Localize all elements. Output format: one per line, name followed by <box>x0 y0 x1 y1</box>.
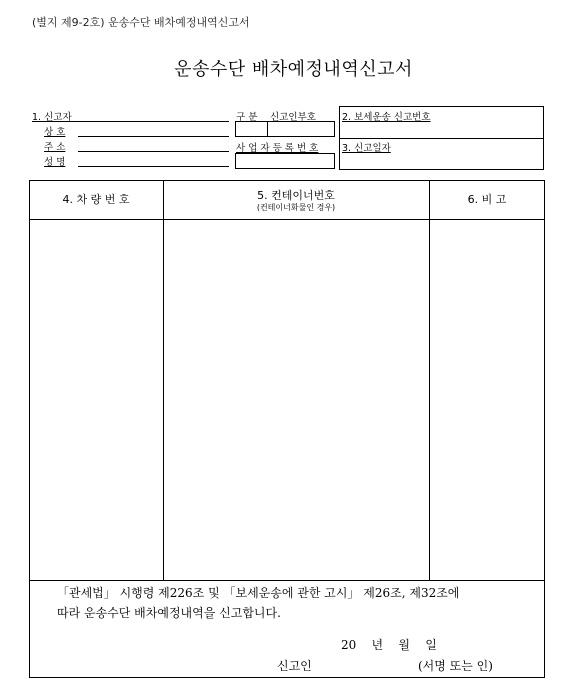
company-field[interactable] <box>78 136 229 137</box>
category-input[interactable] <box>235 121 268 137</box>
form-title: 운송수단 배차예정내역신고서 <box>174 59 413 80</box>
container-number-header: 5. 컨테이너번호 <box>257 189 335 202</box>
column-divider-2 <box>429 180 430 581</box>
company-label: 상 호 <box>44 127 66 138</box>
bonded-transport-number-label: 2. 보세운송 신고번호 <box>342 112 431 123</box>
form-reference: (별지 제9-2호) 운송수단 배차예정내역신고서 <box>32 16 250 29</box>
name-field[interactable] <box>78 166 229 167</box>
remarks-header: 6. 비 고 <box>467 193 507 206</box>
name-label: 성 명 <box>44 157 66 168</box>
declaration-date: 20 년 월 일 <box>341 638 437 652</box>
report-date-label: 3. 신고일자 <box>342 143 391 154</box>
table-body-divider <box>29 580 545 581</box>
declarant-code-input[interactable] <box>267 121 335 137</box>
signer-label: 신고인 <box>277 659 312 673</box>
vehicle-number-header: 4. 차 량 번 호 <box>62 193 130 206</box>
signature-label: (서명 또는 인) <box>418 659 493 673</box>
business-number-input[interactable] <box>235 153 335 169</box>
declaration-line-2: 따라 운송수단 배차예정내역을 신고합니다. <box>57 606 281 620</box>
address-field[interactable] <box>78 151 229 152</box>
declarant-code-label: 신고인부호 <box>270 112 316 123</box>
container-number-subheader: (컨테이너화물인 경우) <box>256 203 336 212</box>
category-label: 구 분 <box>236 112 258 123</box>
business-number-label: 사 업 자 등 록 번 호 <box>236 143 319 154</box>
declarant-heading-line <box>32 121 229 122</box>
address-label: 주 소 <box>44 142 66 153</box>
declaration-line-1: 「관세법」 시행령 제226조 및 「보세운송에 관한 고시」 제26조, 제32조에 <box>57 586 460 600</box>
transport-info-divider <box>339 138 544 139</box>
table-header-divider <box>29 219 545 220</box>
declarant-heading: 1. 신고자 <box>32 112 72 123</box>
column-divider-1 <box>163 180 164 581</box>
